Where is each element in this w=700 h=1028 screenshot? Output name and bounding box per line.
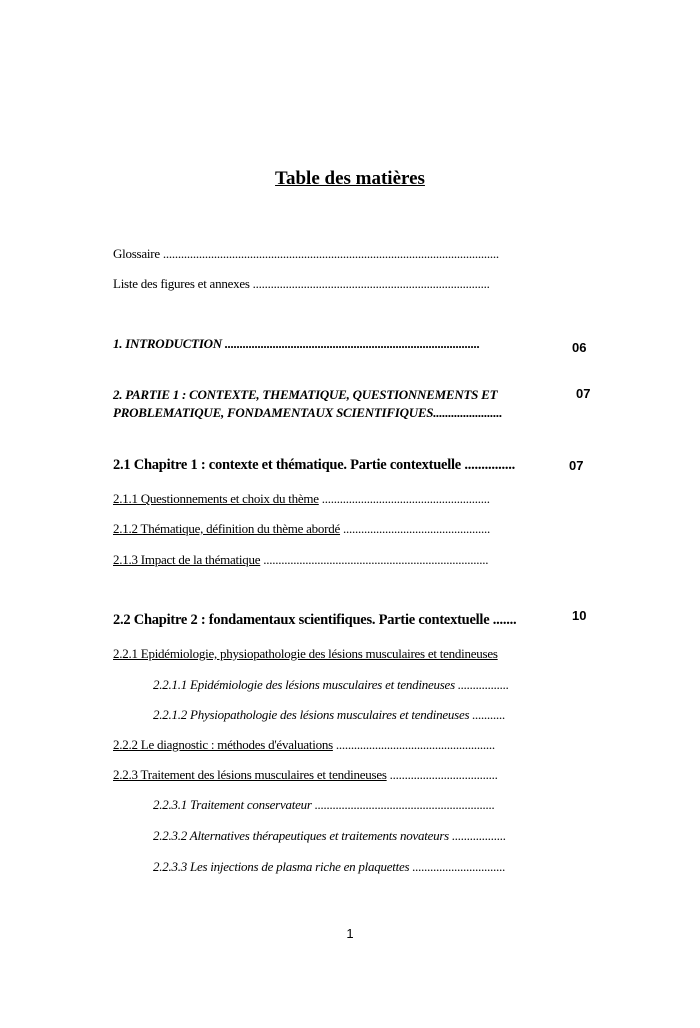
toc-leader-2-1-1: ........................................................ (318, 491, 490, 506)
toc-entry-2-2-3-2[interactable]: 2.2.3.2 Alternatives thérapeutiques et traitements novateurs .................. (153, 828, 506, 843)
toc-leader-2-1-3: ........................................................................... (260, 552, 489, 567)
toc-page-chapitre2: 10 (572, 608, 587, 623)
toc-entry-2-1-2[interactable] (113, 521, 490, 537)
toc-entry-2-1-3[interactable] (113, 552, 488, 568)
toc-label-2-2-1: 2.2.1 Epidémiologie, physiopathologie des lésions musculaires et tendineuses (113, 646, 498, 661)
toc-leader-2-1-2: ................................................. (340, 521, 491, 536)
toc-entry-partie1-line2[interactable]: PROBLEMATIQUE, FONDAMENTAUX SCIENTIFIQUES....................... (113, 405, 503, 420)
toc-entry-chapitre2[interactable]: 2.2 Chapitre 2 : fondamentaux scientifiques. Partie contextuelle ....... (113, 612, 517, 628)
toc-entry-2-2-3-3[interactable]: 2.2.3.3 Les injections de plasma riche en plaquettes ............................... (153, 859, 506, 874)
toc-entry-2-2-2[interactable] (113, 737, 495, 753)
toc-entry-2-2-3[interactable] (113, 767, 498, 783)
toc-page-partie1: 07 (576, 386, 591, 401)
toc-label-2-1-2: 2.1.2 Thématique, définition du thème abordé (113, 521, 341, 536)
toc-entry-introduction[interactable]: 1. INTRODUCTION ..................................................................................... (113, 336, 480, 351)
toc-page-chapitre1: 07 (569, 458, 584, 473)
toc-entry-liste-figures[interactable]: Liste des figures et annexes ............................................................................... (113, 276, 490, 291)
page-title: Table des matières (275, 168, 425, 189)
toc-entry-glossaire[interactable]: Glossaire ................................................................................................................ (113, 246, 499, 261)
toc-entry-2-2-1-1[interactable]: 2.2.1.1 Epidémiologie des lésions musculaires et tendineuses ................. (153, 677, 509, 692)
toc-entry-chapitre1[interactable]: 2.1 Chapitre 1 : contexte et thématique. Partie contextuelle ............... (113, 457, 515, 473)
toc-label-2-1-3: 2.1.3 Impact de la thématique (113, 552, 261, 567)
toc-leader-2-2-2: ..................................................... (332, 737, 495, 752)
toc-label-2-2-3: 2.2.3 Traitement des lésions musculaires et tendineuses (113, 767, 387, 782)
toc-page-introduction: 06 (572, 340, 587, 355)
toc-leader-2-2-3: .................................... (386, 767, 498, 782)
toc-label-2-1-1: 2.1.1 Questionnements et choix du thème (113, 491, 319, 506)
toc-label-2-2-2: 2.2.2 Le diagnostic : méthodes d'évaluations (113, 737, 333, 752)
page-number: 1 (346, 926, 354, 941)
toc-entry-2-1-1[interactable] (113, 491, 490, 507)
toc-entry-2-2-1-2[interactable]: 2.2.1.2 Physiopathologie des lésions musculaires et tendineuses ........... (153, 707, 506, 722)
toc-entry-partie1-line1[interactable]: 2. PARTIE 1 : CONTEXTE, THEMATIQUE, QUESTIONNEMENTS ET (113, 387, 498, 402)
toc-entry-2-2-1[interactable] (113, 646, 498, 662)
toc-entry-2-2-3-1[interactable]: 2.2.3.1 Traitement conservateur ............................................................ (153, 797, 495, 812)
